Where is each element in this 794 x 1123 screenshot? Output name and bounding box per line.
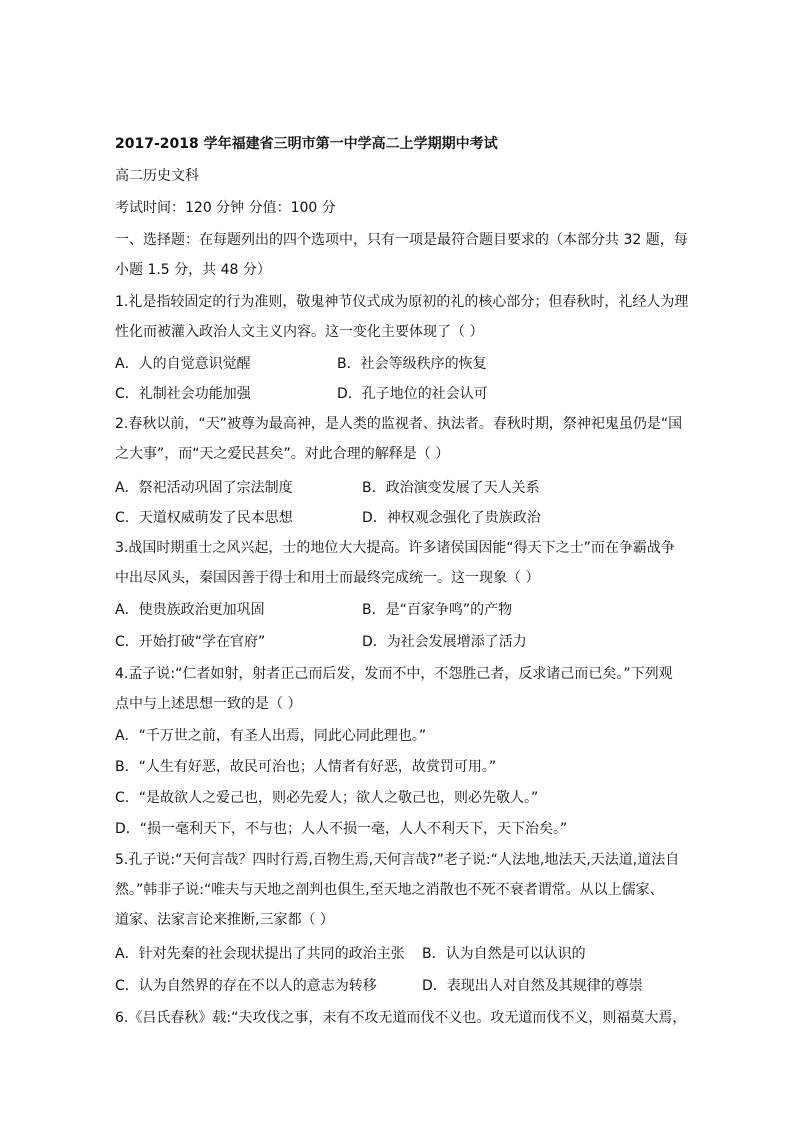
question-1-line-1: 1.礼是指较固定的行为准则，敬鬼神节仪式成为原初的礼的核心部分；但春秋时，礼经人为理 [115,294,689,310]
question-5-line-1: 5.孔子说:“天何言哉？四时行焉,百物生焉,天何言哉?”老子说:“人法地,地法天,天法道,道法自 [115,852,680,868]
section-instructions-line-2: 小题 1.5 分，共 48 分） [115,262,271,278]
question-1-line-2: 性化而被灌入政治人文主义内容。这一变化主要体现了（ ） [115,324,484,340]
question-4-option-d: D．“损一毫利天下，不与也；人人不损一毫，人人不利天下，天下治矣。” [115,821,568,837]
question-4-option-b: B．“人生有好恶，故民可治也；人情者有好恶，故赏罚可用。” [115,759,497,775]
question-5-option-a: A．针对先秦的社会现状提出了共同的政治主张 [115,946,405,962]
question-6-line-1: 6.《吕氏春秋》载:“夫攻伐之事，未有不攻无道而伐不义也。攻无道而伐不义，则福莫大焉， [115,1010,687,1026]
question-5-option-b: B．认为自然是可以认识的 [422,946,586,962]
question-2-line-1: 2.春秋以前，“天”被尊为最高神，是人类的监视者、执法者。春秋时期，祭神祀鬼虽仍是“国 [115,416,683,432]
question-3-option-b: B．是“百家争鸣”的产物 [362,602,513,618]
question-3-option-d: D．为社会发展增添了活力 [362,634,527,650]
section-instructions-line-1: 一、选择题：在每题列出的四个选项中，只有一项是最符合题目要求的（本部分共 32 题，每 [115,232,688,248]
exam-title: 2017-2018 学年福建省三明市第一中学高二上学期期中考试 [115,136,498,152]
question-1-option-a: A．人的自觉意识觉醒 [115,356,251,372]
question-4-option-a: A．“千万世之前，有圣人出焉，同此心同此理也。” [115,728,427,744]
question-4-line-2: 点中与上述思想一致的是（ ） [115,696,302,712]
question-1-option-d: D．孔子地位的社会认可 [337,386,488,402]
question-5-line-2: 然。”韩非子说:“唯夫与天地之剖判也俱生,至天地之消散也不死不衰者谓常。从以上儒家、 [115,882,664,898]
question-2-option-b: B．政治演变发展了天人关系 [362,480,540,496]
question-2-option-c: C．天道权威萌发了民本思想 [115,510,293,526]
subject-line: 高二历史文科 [115,168,199,184]
question-5-option-d: D．表现出人对自然及其规律的尊崇 [422,978,643,994]
question-3-option-a: A．使贵族政治更加巩固 [115,602,265,618]
question-1-option-b: B．社会等级秩序的恢复 [337,356,487,372]
question-5-line-3: 道家、法家言论来推断,三家都（ ） [115,912,334,928]
question-4-option-c: C．“是故欲人之爱己也，则必先爱人；欲人之敬己也，则必先敬人。” [115,790,539,806]
question-2-option-a: A．祭祀活动巩固了宗法制度 [115,480,293,496]
question-2-line-2: 之大事”，而“天之爱民甚矣”。对此合理的解释是（ ） [115,446,450,462]
question-1-option-c: C．礼制社会功能加强 [115,386,251,402]
question-3-line-1: 3.战国时期重士之风兴起，士的地位大大提高。许多诸侯国因能“得天下之士”而在争霸战争 [115,540,675,556]
exam-info-line: 考试时间：120 分钟 分值：100 分 [115,200,336,216]
question-2-option-d: D．神权观念强化了贵族政治 [362,510,541,526]
question-3-option-c: C．开始打破“学在官府” [115,634,266,650]
question-4-line-1: 4.孟子说:“仁者如射，射者正己而后发，发而不中，不怨胜己者，反求诸己而已矣。”下列观 [115,666,673,682]
question-3-line-2: 中出尽风头，秦国因善于得士和用士而最终完成统一。这一现象（ ） [115,570,540,586]
question-5-option-c: C．认为自然界的存在不以人的意志为转移 [115,978,377,994]
